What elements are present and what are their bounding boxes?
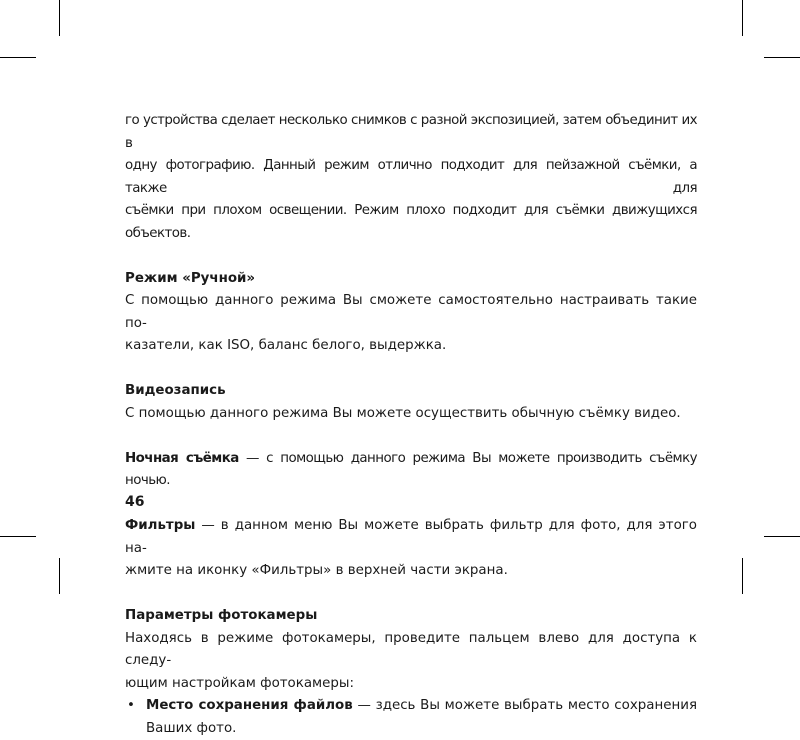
- camera-params-text: Находясь в режиме фотокамеры, проведите пальцем влево для доступа к следу-: [125, 628, 697, 673]
- filters-heading: Фильтры: [125, 518, 195, 533]
- manual-mode-heading: Режим «Ручной»: [125, 268, 697, 291]
- crop-mark: [0, 536, 36, 537]
- intro-line: одну фотографию. Данный режим отлично подходит для пейзажной съёмки, а также для: [125, 155, 697, 200]
- intro-line: го устройства сделает несколько снимков с разной экспозицией, затем объединит их в: [125, 110, 697, 155]
- crop-mark: [764, 536, 800, 537]
- crop-mark: [764, 57, 800, 58]
- intro-line: съёмки при плохом освещении. Режим плохо подходит для съёмки движущихся объектов.: [125, 200, 697, 245]
- night-shooting-paragraph: [125, 448, 697, 493]
- night-shooting-text: — с помощью данного режима Вы можете производить съёмку ночью.: [125, 451, 697, 489]
- filters-text: жмите на иконку «Фильтры» в верхней части экрана.: [125, 560, 697, 583]
- filters-paragraph: [125, 515, 697, 560]
- camera-params-text: ющим настройкам фотокамеры:: [125, 673, 697, 696]
- crop-mark: [59, 558, 60, 594]
- night-shooting-heading: Ночная съёмка: [125, 451, 239, 466]
- manual-mode-text: С помощью данного режима Вы сможете самостоятельно настраивать такие по-: [125, 290, 697, 335]
- file-location-text: — здесь Вы можете выбрать место сохранения: [353, 698, 697, 713]
- crop-mark: [0, 57, 36, 58]
- file-location-heading: Место сохранения файлов: [146, 698, 353, 713]
- video-heading: Видеозапись: [125, 380, 697, 403]
- filters-text: — в данном меню Вы можете выбрать фильтр для фото, для этого на-: [125, 518, 697, 556]
- crop-mark: [59, 0, 60, 36]
- bullet-marker: •: [127, 695, 135, 718]
- crop-mark: [742, 558, 743, 594]
- list-item: [125, 695, 697, 740]
- video-text: С помощью данного режима Вы можете осуществить обычную съёмку видео.: [125, 403, 697, 426]
- page-number: 46: [125, 494, 144, 510]
- file-location-text: Ваших фото.: [146, 718, 697, 740]
- crop-mark: [742, 0, 743, 36]
- manual-mode-text: казатели, как ISO, баланс белого, выдержка.: [125, 335, 697, 358]
- page-content: [125, 110, 697, 740]
- camera-params-heading: Параметры фотокамеры: [125, 605, 697, 628]
